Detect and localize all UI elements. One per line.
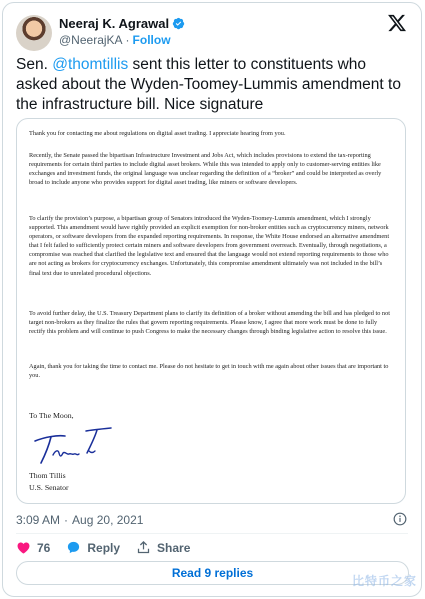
meta-separator: · [64, 513, 69, 527]
avatar[interactable] [16, 15, 52, 51]
letter-paragraph-5: Again, thank you for taking the time to contact me. Please do not hesitate to get in touch with me again about other issues that are important to you. [29, 363, 389, 380]
reply-bubble-icon [66, 540, 81, 555]
share-label: Share [157, 540, 191, 555]
author-handle[interactable]: @NeerajKA [59, 33, 123, 47]
reply-button[interactable] [66, 540, 120, 555]
verified-badge-icon [172, 17, 185, 30]
mention-link[interactable]: @thomtillis [52, 56, 129, 73]
tweet-text [16, 55, 411, 115]
share-icon [136, 540, 151, 555]
letter-paragraph-4: To avoid further delay, the U.S. Treasury Department plans to clarify its definition of a broker without amending the bill and has pledged to not target non-brokers as they finalize the rules that govern reporting requirements. Please know, I agree that more work must be done to fully rectify this problem and will continue to push Congress to make the necessary changes through binding legislative action to resolve this issue. [29, 310, 390, 336]
watermark: 比特币之家 [351, 574, 417, 588]
like-count: 76 [37, 540, 51, 555]
letter-paragraph-3: To clarify the provision’s purpose, a bipartisan group of Senators introduced the Wyden-Toomey-Lummis amendment, which I strongly supported. This amendment would have rightly provided an explicit exemption for non-broker entities such as cryptocurrency miners, network operators, or software developers from the expanded reporting requirements. In response, the White House endorsed an alternative amendment that I felt failed to sufficiently protect certain miners and software developers from government overreach. Eventually, through negotiations, a compromise was reached that clarified the legislative text and ensured that the language would not extend reporting requirements to those who are not acting as brokers for cryptocurrency exchanges. Unfortunately, this compromise amendment ultimately was not included in the bill’s final text due to unrelated procedural objections. [29, 215, 390, 277]
signer-title: U.S. Senator [29, 483, 69, 492]
tweet-date: Aug 20, 2021 [72, 513, 144, 527]
signer-name: Thom Tillis [29, 471, 66, 480]
share-button[interactable] [136, 540, 190, 555]
letter-paragraph-1: Thank you for contacting me about regulations on digital asset trading. I appreciate hearing from you. [29, 130, 286, 137]
letter-closing: To The Moon, [29, 411, 74, 420]
reply-label: Reply [87, 540, 121, 555]
x-logo-icon[interactable] [387, 13, 407, 33]
author-handle-row [59, 33, 171, 47]
info-icon[interactable] [393, 512, 407, 526]
letter-image[interactable] [16, 118, 406, 504]
heart-icon [16, 540, 31, 555]
tweet-text-body: sent this letter to constituents who asked about the Wyden-Toomey-Lummis amendment to the infrastructure bill. Nice signature [16, 56, 401, 113]
tweet-text-prefix: Sen. [16, 56, 53, 73]
read-replies-button[interactable]: Read 9 replies [16, 561, 409, 585]
tweet-time: 3:09 AM [16, 513, 61, 527]
separator-dot: · [125, 33, 130, 47]
author-name-row [59, 16, 185, 31]
like-button[interactable] [16, 540, 50, 555]
follow-button[interactable]: Follow [132, 33, 171, 47]
author-name[interactable]: Neeraj K. Agrawal [59, 16, 170, 31]
tweet-card [2, 2, 422, 597]
letter-paragraph-2: Recently, the Senate passed the bipartisan Infrastructure Investment and Jobs Act, which includes provisions to extend the tax-reporting requirements for certain third parties to include digital asset brokers. While this was intended to apply only to customer-serving entities like exchanges and investment funds, the original language was unclear regarding the definition of a “broker” and could be interpreted as overly broad to include anyone who provides support for digital asset trading, like miners or software developers. [29, 152, 382, 187]
signature-image [31, 427, 113, 467]
divider [16, 533, 408, 534]
action-bar [16, 540, 206, 555]
tweet-timestamp[interactable] [16, 513, 143, 527]
